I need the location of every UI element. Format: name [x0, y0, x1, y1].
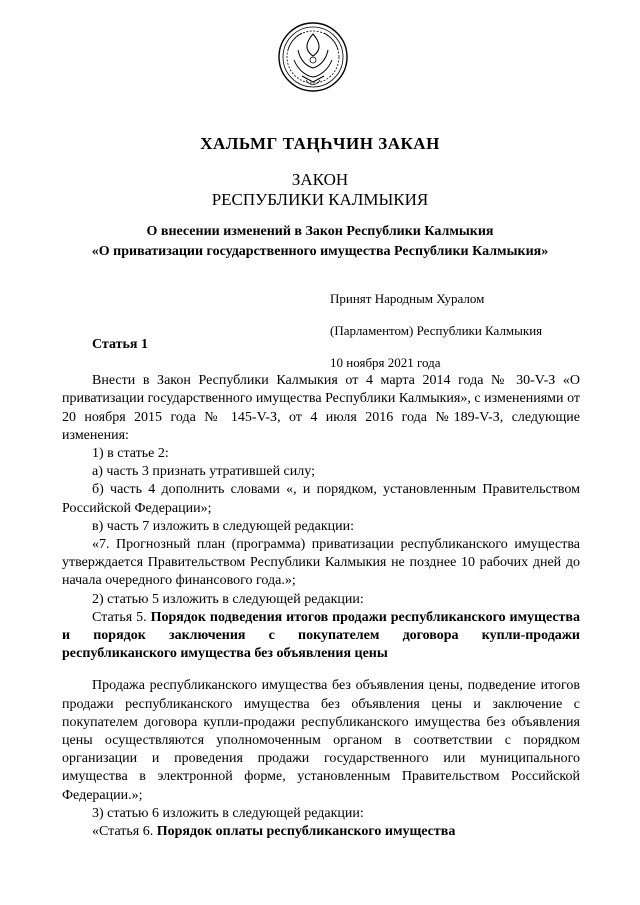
article-1-intro: Внести в Закон Республики Калмыкия от 4 марта 2014 года № 30-V-З «О приватизации государственного имущества Республики Калмыкия», с изменениями от 20 ноября 2015 года № 145-V-З, от 4 июля 2016 года №189-V-З, следующие изменения: — [62, 373, 580, 443]
item-1a: а) часть 3 признать утратившей силу; — [92, 464, 315, 480]
law-word: ЗАКОН — [291, 170, 349, 189]
article-1-heading: Статья 1 — [92, 337, 148, 352]
article-5-heading — [62, 609, 580, 664]
subject-line-1: О внесении изменений в Закон Республики Калмыкия — [146, 224, 494, 239]
item-2: 2) статью 5 изложить в следующей редакции: — [92, 591, 364, 607]
item-1b: б) часть 4 дополнить словами «, и порядком, установленным Правительством Российской Федерации»; — [62, 482, 580, 516]
item-3: 3) статью 6 изложить в следующей редакции: — [92, 805, 364, 821]
article-5-text: Продажа республиканского имущества без объявления цены, подведение итогов продажи республиканского имущества без объявления цены и заключение с покупателем договора купли-продажи республиканского имущества без объявления цены осуществляются уполномоченным органом в соответствии с порядком организации и проведения продажи государственного или муниципального имущества в электронной форме, установленным Правительством Российской Федерации.»; — [62, 678, 580, 803]
republic-name: РЕСПУБЛИКИ КАЛМЫКИЯ — [211, 190, 429, 209]
law-subject — [60, 222, 580, 262]
quote-part-7: «7. Прогнозный план (программа) приватизации республиканского имущества утверждается Правительством Республики Калмыкия не позднее 10 рабочих дней до начала очередного финансового года.»; — [62, 537, 580, 589]
adoption-line-2: (Парламентом) Республики Калмыкия — [330, 323, 543, 338]
item-1c: в) часть 7 изложить в следующей редакции: — [92, 518, 355, 534]
adoption-line-3: 10 ноября 2021 года — [330, 355, 441, 370]
article-5-prefix: Статья 5. — [92, 609, 151, 625]
kalmyk-law-title: ХАЛЬМГ ТАҢҺЧИН ЗАКАН — [200, 134, 440, 153]
article-6-heading — [62, 823, 580, 841]
subject-line-2: «О приватизации государственного имущества Республики Калмыкия» — [91, 244, 549, 259]
document-body — [62, 336, 580, 841]
article-6-prefix: «Статья 6. — [92, 824, 157, 840]
coat-of-arms-emblem — [276, 20, 350, 94]
law-heading — [60, 170, 580, 210]
item-1: 1) в статье 2: — [92, 446, 169, 462]
article-6-title: Порядок оплаты республиканского имущества — [156, 824, 456, 840]
article-5-title: Порядок подведения итогов продажи республиканского имущества и порядок заключения с покупателем договора купли-продажи республиканского имущества без объявления цены — [62, 609, 580, 662]
adoption-line-1: Принят Народным Хуралом — [330, 291, 485, 306]
